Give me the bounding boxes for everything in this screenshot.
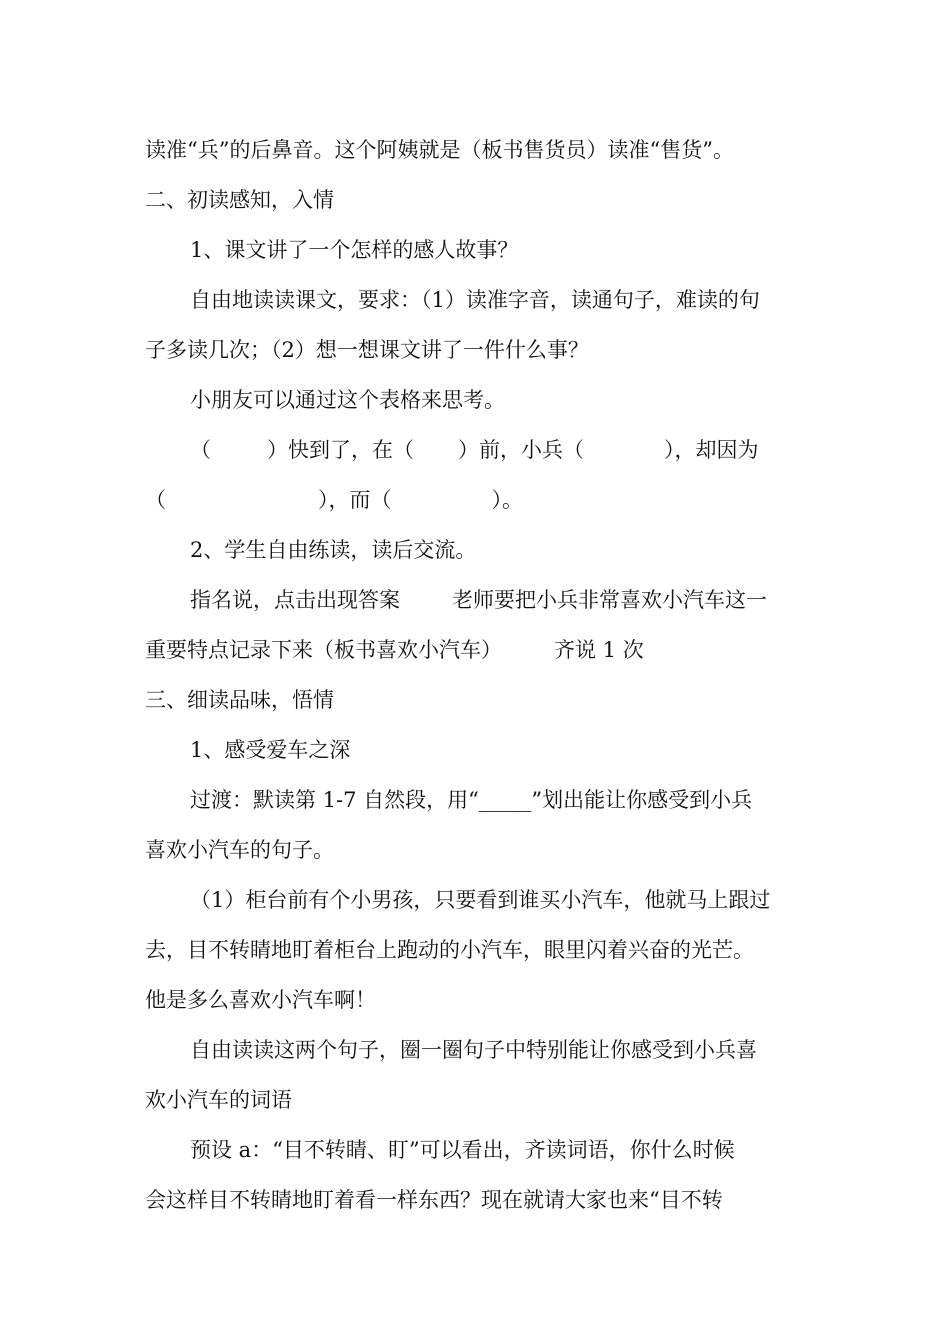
blank-part: （ <box>190 438 211 462</box>
text: 预设 a：“目不转睛、盯”可以看出，齐读词语，你什么时候 <box>190 1138 735 1162</box>
text-line <box>145 1185 810 1215</box>
blank-part: ）快到了，在（ <box>267 438 414 462</box>
text-line <box>145 985 810 1015</box>
text-line <box>145 935 810 965</box>
text: 自由地读读课文，要求：（1）读准字音，读通句子，难读的句 <box>190 288 760 312</box>
text-line <box>190 535 810 565</box>
text: 2、学生自由练读，读后交流。 <box>190 538 477 562</box>
text: （1）柜台前有个小男孩，只要看到谁买小汽车，他就马上跟过 <box>190 888 771 912</box>
text: 1、感受爱车之深 <box>190 738 351 762</box>
text-line <box>145 335 810 365</box>
heading-text: 二、初读感知，入情 <box>145 188 334 212</box>
text: 齐说 1 次 <box>554 638 644 662</box>
text-line <box>190 385 810 415</box>
text-line <box>190 885 810 915</box>
fill-blank-line <box>145 485 810 515</box>
blank-part: （ <box>145 488 166 512</box>
text-line <box>190 785 810 815</box>
text: 会这样目不转睛地盯着看一样东西？现在就请大家也来“目不转 <box>145 1188 723 1212</box>
text-line <box>190 285 810 315</box>
text-line <box>145 635 810 665</box>
text: 重要特点记录下来（板书喜欢小汽车） <box>145 638 502 662</box>
heading-text: 三、细读品味，悟情 <box>145 688 334 712</box>
text-line <box>190 735 810 765</box>
blank-part: ），却因为 <box>664 438 759 462</box>
text: 小朋友可以通过这个表格来思考。 <box>190 388 505 412</box>
text: 指名说，点击出现答案 <box>190 588 400 612</box>
text: 子多读几次；（2）想一想课文讲了一件什么事？ <box>145 338 589 362</box>
text: 过渡：默读第 1-7 自然段，用“_____”划出能让你感受到小兵 <box>190 788 753 812</box>
text: 1、课文讲了一个怎样的感人故事？ <box>190 238 519 262</box>
blank-part: ）前，小兵（ <box>458 438 584 462</box>
text: 欢小汽车的词语 <box>145 1088 292 1112</box>
text-line <box>145 835 810 865</box>
text: 自由读读这两个句子，圈一圈句子中特别能让你感受到小兵喜 <box>190 1038 757 1062</box>
fill-blank-line <box>190 435 810 465</box>
text: 他是多么喜欢小汽车啊！ <box>145 988 376 1012</box>
text-line <box>145 1085 810 1115</box>
text: 老师要把小兵非常喜欢小汽车这一 <box>452 588 767 612</box>
text-line <box>145 135 810 165</box>
text: 去，目不转睛地盯着柜台上跑动的小汽车，眼里闪着兴奋的光芒。 <box>145 938 754 962</box>
blank-part: ），而（ <box>318 488 392 512</box>
text-line <box>190 235 810 265</box>
section-heading <box>145 185 810 215</box>
text-line <box>190 1035 810 1065</box>
text-line <box>190 1135 810 1165</box>
blank-part: ）。 <box>491 488 523 512</box>
text-line <box>190 585 810 615</box>
text: 读准“兵”的后鼻音。这个阿姨就是（板书售货员）读准“售货”。 <box>145 138 734 162</box>
text: 喜欢小汽车的句子。 <box>145 838 334 862</box>
section-heading <box>145 685 810 715</box>
